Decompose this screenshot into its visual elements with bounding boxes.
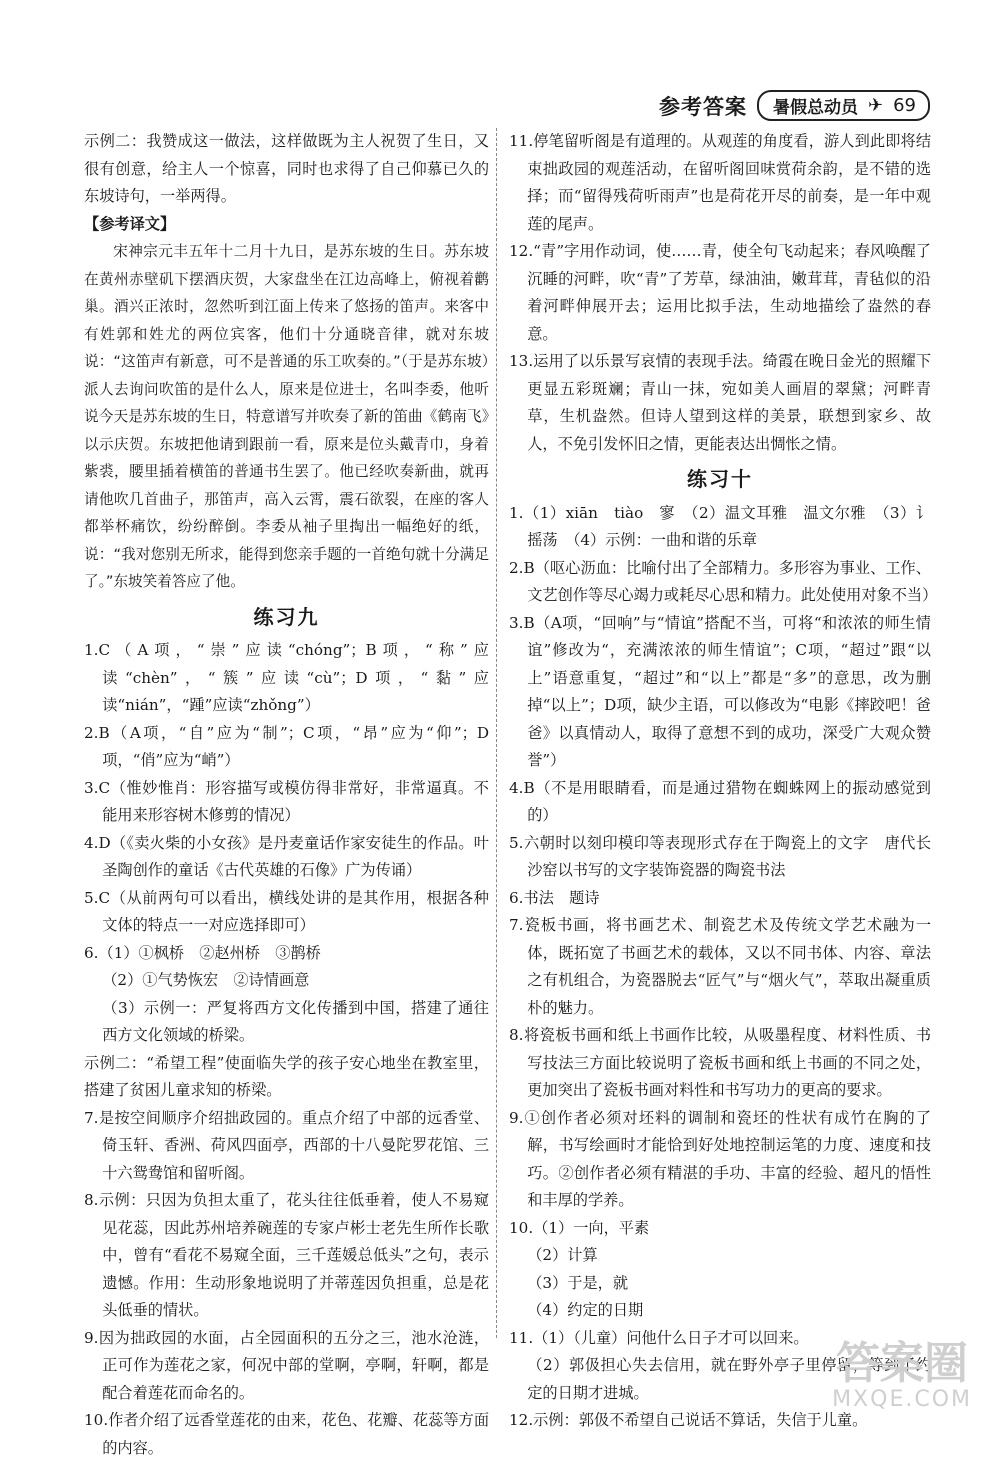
answer-item: 1.（1）xiān tiào 寥 （2）温文耳雅 温文尔雅 （3）讠摇荡 （4）示例：一曲和谐的乐章 xyxy=(509,503,931,549)
answer-subitem: （3）于是，就 xyxy=(527,1273,629,1292)
answer-item: 4.D（《卖火柴的小女孩》是丹麦童话作家安徒生的作品。叶圣陶创作的童话《古代英雄的石像》广为传诵） xyxy=(84,833,489,879)
answer-item: 11.（1）（儿童）问他什么日子才可以回来。 xyxy=(509,1328,809,1347)
answer-subitem: （3）示例一：严复将西方文化传播到中国，搭建了通往西方文化领域的桥梁。 xyxy=(102,998,489,1044)
answer-item: 2.B（A项，“自”应为“制”；C项，“昂”应为“仰”；D项，“俏”应为“峭”） xyxy=(84,723,489,769)
answer-item: 12.“青”字用作动词，使……青，使全句飞动起来；春风唤醒了沉睡的河畔，吹“青”了芳草，绿油油，嫩茸茸，青毡似的沿着河畔伸展开去；运用比拟手法，生动地描绘了盎然的春意。 xyxy=(509,242,931,343)
answer-item: 8.示例：只因为负担太重了，花头往往低垂着，使人不易窥见花蕊，因此苏州培养碗莲的专家卢彬士老先生所作长歌中，曾有“看花不易窥全面，三千莲媛总低头”之句，表示遗憾。作用：生动形象地说明了并蒂莲因负担重，总是花头低垂的情状。 xyxy=(84,1191,489,1319)
answer-item: 10.（1）一向，平素 xyxy=(509,1218,650,1237)
page-number: 69 xyxy=(893,95,916,116)
answer-item: 8.将瓷板书画和纸上书画作比较，从吸墨程度、材料性质、书写技法三方面比较说明了瓷板书画和纸上书画的不同之处，更加突出了瓷板书画对料性和书写功力的更高的要求。 xyxy=(509,1026,931,1099)
book-title-tag xyxy=(757,90,930,121)
answer-subitem: 示例二：“希望工程”使面临失学的孩子安心地坐在教室里，搭建了贫困儿童求知的桥梁。 xyxy=(84,1053,489,1099)
answer-item: 12.示例：郭伋不希望自己说话不算话，失信于儿童。 xyxy=(509,1411,868,1429)
answer-item: 3.C（惟妙惟肖：形容描写或模仿得非常好，非常逼真。不能用来形容树木修剪的情况） xyxy=(84,778,489,824)
answer-item: 1.C（A项，“崇”应读“chóng”；B项，“称”应读“chèn”，“簇”应读“cù”；D项，“黏”应读“nián”，“踵”应读“zhǒng”） xyxy=(84,641,489,714)
right-column xyxy=(509,128,938,1435)
book-title: 暑假总动员 xyxy=(773,98,858,118)
translation-text: 宋神宗元丰五年十二月十九日，是苏东坡的生日。苏东坡在黄州赤壁矶下摆酒庆贺，大家盘坐在江边高峰上，俯视着鹳巢。酒兴正浓时，忽然听到江面上传来了悠扬的笛声。来客中有姓郭和姓尤的两位宾客，他们十分通晓音律，就对东坡说：“这笛声有新意，可不是普通的乐工吹奏的。”（于是苏东坡）派人去询问吹笛的是什么人，原来是位进士，名叫李委，他听说今天是苏东坡的生日，特意谱写并吹奏了新的笛曲《鹤南飞》以示庆贺。东坡把他请到跟前一看，原来是位头戴青巾，身着紫裘，腰里插着横笛的普通书生罢了。他已经吹奏新曲，就再请他吹几首曲子，那笛声，高入云霄，震石欲裂，在座的客人都举杯痛饮，纷纷醉倒。李委从袖子里掏出一幅绝好的纸，说：“我对您别无所求，能得到您亲手题的一首绝句就十分满足了。”东坡笑着答应了他。 xyxy=(84,243,489,590)
answer-item: 7.瓷板书画，将书画艺术、制瓷艺术及传统文学艺术融为一体，既拓宽了书画艺术的载体，又以不同书体、内容、章法之有机组合，为瓷器脱去“匠气”与“烟火气”，萃取出凝重质朴的魅力。 xyxy=(509,916,931,1017)
bird-icon: ✈ xyxy=(868,95,884,116)
answer-subitem: （4）约定的日期 xyxy=(527,1301,644,1319)
example-two-paragraph: 示例二：我赞成这一做法，这样做既为主人祝贺了生日，又很有创意，给主人一个惊喜，同时也求得了自己仰慕已久的东坡诗句，一举两得。 xyxy=(84,132,489,205)
answer-item: 4.B（不是用眼睛看，而是通过猎物在蜘蛛网上的振动感觉到的） xyxy=(509,778,931,824)
section-title-ten: 练习十 xyxy=(687,467,753,491)
watermark-logo-text: 答案圈 xyxy=(836,1338,969,1389)
answer-item: 6.书法 题诗 xyxy=(509,888,600,907)
answer-item: 5.C（从前两句可以看出，横线处讲的是其作用，根据各种文体的特点一一对应选择即可） xyxy=(84,888,489,934)
answer-item: 3.B（A项，“回响”与“情谊”搭配不当，可将“和浓浓的师生情谊”修改为“，充满浓浓的师生情谊”；C项，“超过”跟“以上”语意重复，“超过”和“以上”都是“多”的意思，改为删掉“以上”；D项，缺少主语，可以修改为“电影《摔跤吧！爸爸》以真情动人，取得了意想不到的成功，深受广大观众赞誉”） xyxy=(509,613,931,769)
answer-item: 5.六朝时以刻印模印等表现形式存在于陶瓷上的文字 唐代长沙窑以书写的文字装饰瓷器的陶瓷书法 xyxy=(509,833,931,879)
section-title-nine: 练习九 xyxy=(253,604,320,629)
answer-item: 6.（1）①枫桥 ②赵州桥 ③鹊桥 xyxy=(84,943,321,962)
answer-item: 13.运用了以乐景写哀情的表现手法。绮霞在晚日金光的照耀下更显五彩斑斓；青山一抹，宛如美人画眉的翠黛；河畔青草，生机盎然。但诗人望到这样的美景，联想到家乡、故人，不免引发怀旧之情，更能表达出惆怅之情。 xyxy=(509,352,931,453)
page-header xyxy=(659,90,930,121)
site-watermark xyxy=(832,1338,972,1412)
answer-subitem: （2）计算 xyxy=(527,1246,598,1264)
column-divider xyxy=(496,128,497,1338)
answer-item: 7.是按空间顺序介绍拙政园的。重点介绍了中部的远香堂、倚玉轩、香洲、荷风四面亭，西部的十八曼陀罗花馆、三十六鸳鸯馆和留听阁。 xyxy=(84,1108,489,1182)
answer-item: 9.因为拙政园的水面，占全园面积的五分之三，池水沧涟，正可作为莲花之家，何况中部的堂啊，亭啊，轩啊，都是配合着莲花而命名的。 xyxy=(84,1328,489,1402)
watermark-url: MXQE.COM xyxy=(832,1387,972,1412)
answers-label: 参考答案 xyxy=(659,94,747,119)
answer-item: 9.①创作者必须对坯料的调制和瓷坯的性状有成竹在胸的了解，书写绘画时才能恰到好处地控制运笔的力度、速度和技巧。②创作者必须有精湛的手功、丰富的经验、超凡的悟性和丰厚的学养。 xyxy=(509,1108,931,1209)
answer-item: 2.B（呕心沥血：比喻付出了全部精力。多形容为事业、工作、文艺创作等尽心竭力或耗尽心思和精力。此处使用对象不当） xyxy=(509,558,938,604)
answer-subitem: （2）郭伋担心失去信用，就在野外亭子里停留，等到了约定的日期才进城。 xyxy=(527,1356,931,1402)
answer-item: 10.作者介绍了远香堂莲花的由来，花色、花瓣、花蕊等方面的内容。 xyxy=(84,1411,489,1457)
answer-item: 11.停笔留听阁是有道理的。从观莲的角度看，游人到此即将结束拙政园的观莲活动，在留听阁回味赏荷余韵，是不错的选择；而“留得残荷听雨声”也是荷花开尽的前奏，是一年中观莲的尾声。 xyxy=(509,132,931,233)
left-column xyxy=(84,128,489,1462)
translation-title: 【参考译文】 xyxy=(84,214,176,233)
answer-subitem: （2）①气势恢宏 ②诗情画意 xyxy=(102,971,310,989)
